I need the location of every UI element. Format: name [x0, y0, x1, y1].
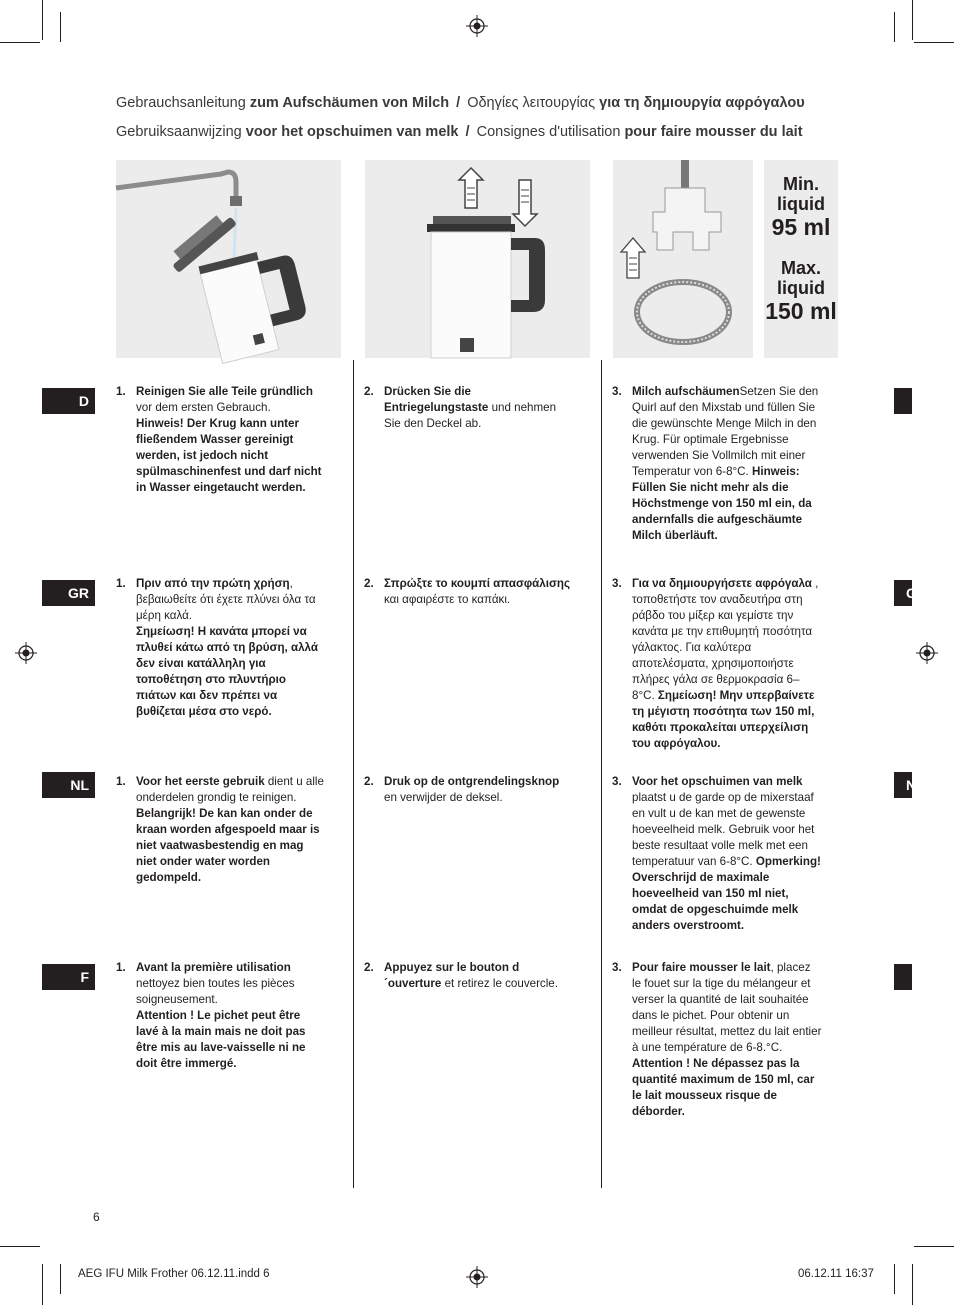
crop-mark [914, 1246, 954, 1247]
step-nl-1: 1. Voor het eerste gebruik dient u alle onderdelen grondig te reinigen. Belangrijk! De kan kan onder de kraan worden afgespoeld maar is niet vaatwasbestendig en mag niet onder water worden gedompeld. [116, 775, 324, 884]
step-fr-1: 1. Avant la première utilisation nettoyez bien toutes les pièces soigneusement. Attention ! Le pichet peut être lavé à la main mais ne doit pas être mis au lave-vaisselle ni ne doit être immergé. [116, 961, 306, 1070]
crop-mark [914, 42, 954, 43]
language-tab-nl: NL [42, 772, 95, 798]
next-page-tab-gr: G [894, 580, 912, 606]
next-page-tab-nl: N [894, 772, 912, 798]
illustration-remove-lid [365, 160, 590, 358]
max-label: Max. [780, 258, 822, 278]
registration-mark-icon [466, 15, 488, 37]
liquid-levels-panel [764, 160, 838, 358]
footer-filename: AEG IFU Milk Frother 06.12.11.indd 6 [78, 1268, 270, 1280]
min-value: 95 ml [771, 214, 831, 240]
step-de-1: 1. Reinigen Sie alle Teile gründlich vor dem ersten Gebrauch. Hinweis! Der Krug kann unter fließendem Wasser gereinigt werden, ist jedoch nicht spülmaschinenfest und darf nicht in Wasser eingetaucht werden. [116, 385, 322, 494]
registration-mark-icon [466, 1266, 488, 1288]
page-number: 6 [93, 1210, 100, 1224]
crop-mark [912, 0, 913, 40]
step-gr-2: 2. Σπρώξτε το κουμπί απασφάλισης και αφαιρέστε το καπάκι. [364, 577, 571, 606]
title-line-1: Gebrauchsanleitung zum Aufschäumen von Milch / Οδηγίες λειτουργίας για τη δημιουργία αφρόγαλου [116, 95, 805, 111]
next-page-tab [894, 388, 912, 414]
language-tab-fr: F [42, 964, 95, 990]
registration-mark-icon [916, 642, 938, 664]
step-de-2: 2. Drücken Sie die Entriegelungstaste und nehmen Sie den Deckel ab. [364, 385, 557, 430]
crop-mark [42, 1264, 43, 1305]
illustration-whisk [613, 160, 753, 358]
footer-timestamp: 06.12.11 16:37 [798, 1268, 874, 1280]
language-tab-gr: GR [42, 580, 95, 606]
step-nl-3: 3. Voor het opschuimen van melk plaatst u de garde op de mixerstaaf en vult u de kan met de gewenste hoeveelheid melk. Gebruik voor het beste resultaat volle melk met een temperatuur van 6-8°C. Opmerking! Overschrijd de maximale hoeveelheid van 150 ml niet, omdat de opgeschuimde melk anders overstroomt. [612, 775, 821, 932]
registration-mark-icon [15, 642, 37, 664]
min-label: Min. [783, 174, 819, 194]
crop-mark [0, 42, 40, 43]
crop-mark [60, 1264, 61, 1294]
language-tab-de: D [42, 388, 95, 414]
crop-mark [42, 0, 43, 40]
max-value: 150 ml [765, 298, 837, 324]
next-page-tab [894, 964, 912, 990]
step-de-3: 3. Milch aufschäumenSetzen Sie den Quirl auf den Mixstab und füllen Sie die gewünschte Menge Milch in den Krug. Für optimale Ergebnisse verwenden Sie Vollmilch mit einer Temperatur von 6-8°C. Hinweis: Füllen Sie nicht mehr als die Höchstmenge von 150 ml ein, da andernfalls die aufgeschäumte Milch überläuft. [612, 385, 819, 542]
step-gr-1: 1. Πριν από την πρώτη χρήση, βεβαιωθείτε ότι έχετε πλύνει όλα τα μέρη καλά. Σημείωση! Η κανάτα μπορεί να πλυθεί κάτω από τη βρύση, αλλά δεν είναι κατάλληλη για τοποθέτηση στο πλυντήριο πιάτων και δεν πρέπει να βυθίζεται μέσα στο νερό. [116, 577, 318, 718]
column-divider [601, 360, 602, 1188]
crop-mark [0, 1246, 40, 1247]
step-fr-3: 3. Pour faire mousser le lait, placez le fouet sur la tige du mélangeur et verser la quantité de lait souhaitée dans le pichet. Pour obtenir un meilleur résultat, mettez du lait entier à une température de 6-8.°C. Attention ! Ne dépassez pas la quantité maximum de 150 ml, car le lait mousseux risque de déborder. [612, 961, 822, 1118]
illustration-rinse-jug [116, 160, 341, 358]
crop-mark [912, 1264, 913, 1305]
step-fr-2: 2. Appuyez sur le bouton d´ouverture et retirez le couvercle. [364, 961, 558, 990]
step-gr-3: 3. Για να δημιουργήσετε αφρόγαλα , τοποθετήστε τον αναδευτήρα στη ράβδο του μίξερ και γεμίστε την κανάτα με την επιθυμητή ποσότητα γάλακτος. Για καλύτερα αποτελέσματα, χρησιμοποιήστε πλήρες γάλα σε θερμοκρασία 6–8°C. Σημείωση! Μην υπερβαίνετε τη μέγιστη ποσότητα των 150 ml, καθότι προκαλείται υπερχείλιση του αφρόγαλου. [612, 577, 819, 750]
column-divider [353, 360, 354, 1188]
title-line-2: Gebruiksaanwijzing voor het opschuimen van melk / Consignes d'utilisation pour faire mousser du lait [116, 124, 803, 140]
min-label-2: liquid [777, 194, 825, 214]
crop-mark [894, 1264, 895, 1294]
crop-mark [60, 12, 61, 42]
crop-mark [894, 12, 895, 42]
max-label-2: liquid [777, 278, 825, 298]
step-nl-2: 2. Druk op de ontgrendelingsknop en verwijder de deksel. [364, 775, 560, 804]
